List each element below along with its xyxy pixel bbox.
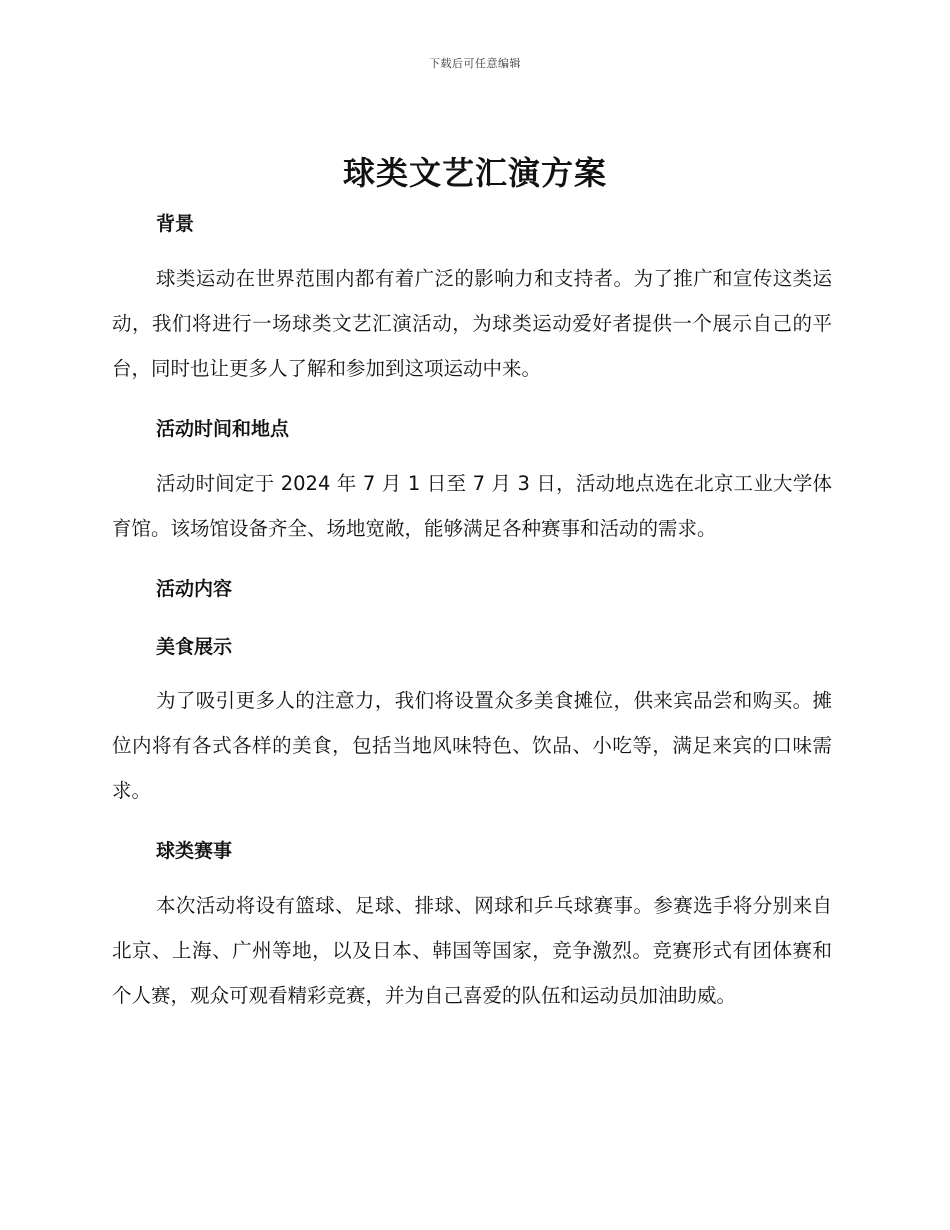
section-heading-activity-content: 活动内容	[156, 578, 233, 600]
section-heading-time-location: 活动时间和地点	[156, 418, 290, 440]
section-heading-background: 背景	[156, 213, 195, 235]
section-paragraph-food-display: 为了吸引更多人的注意力，我们将设置众多美食摊位，供来宾品尝和购买。摊位内将有各式各样的美食，包括当地风味特色、饮品、小吃等，满足来宾的口味需求。	[112, 689, 832, 802]
section-heading-food-display: 美食展示	[156, 636, 233, 658]
section-paragraph-ball-events: 本次活动将设有篮球、足球、排球、网球和乒乓球赛事。参赛选手将分别来自北京、上海、广州等地，以及日本、韩国等国家，竞争激烈。竞赛形式有团体赛和个人赛，观众可观看精彩竞赛，并为自己喜爱的队伍和运动员加油助威。	[112, 894, 832, 1007]
section-heading-ball-events: 球类赛事	[156, 840, 233, 862]
header-note: 下载后可任意编辑	[429, 57, 521, 70]
section-paragraph-background: 球类运动在世界范围内都有着广泛的影响力和支持者。为了推广和宣传这类运动，我们将进行一场球类文艺汇演活动，为球类运动爱好者提供一个展示自己的平台，同时也让更多人了解和参加到这项运动中来。	[112, 267, 832, 380]
document-title: 球类文艺汇演方案	[342, 154, 607, 192]
section-paragraph-time-location: 活动时间定于 2024 年 7 月 1 日至 7 月 3 日，活动地点选在北京工业大学体育馆。该场馆设备齐全、场地宽敞，能够满足各种赛事和活动的需求。	[112, 472, 832, 540]
